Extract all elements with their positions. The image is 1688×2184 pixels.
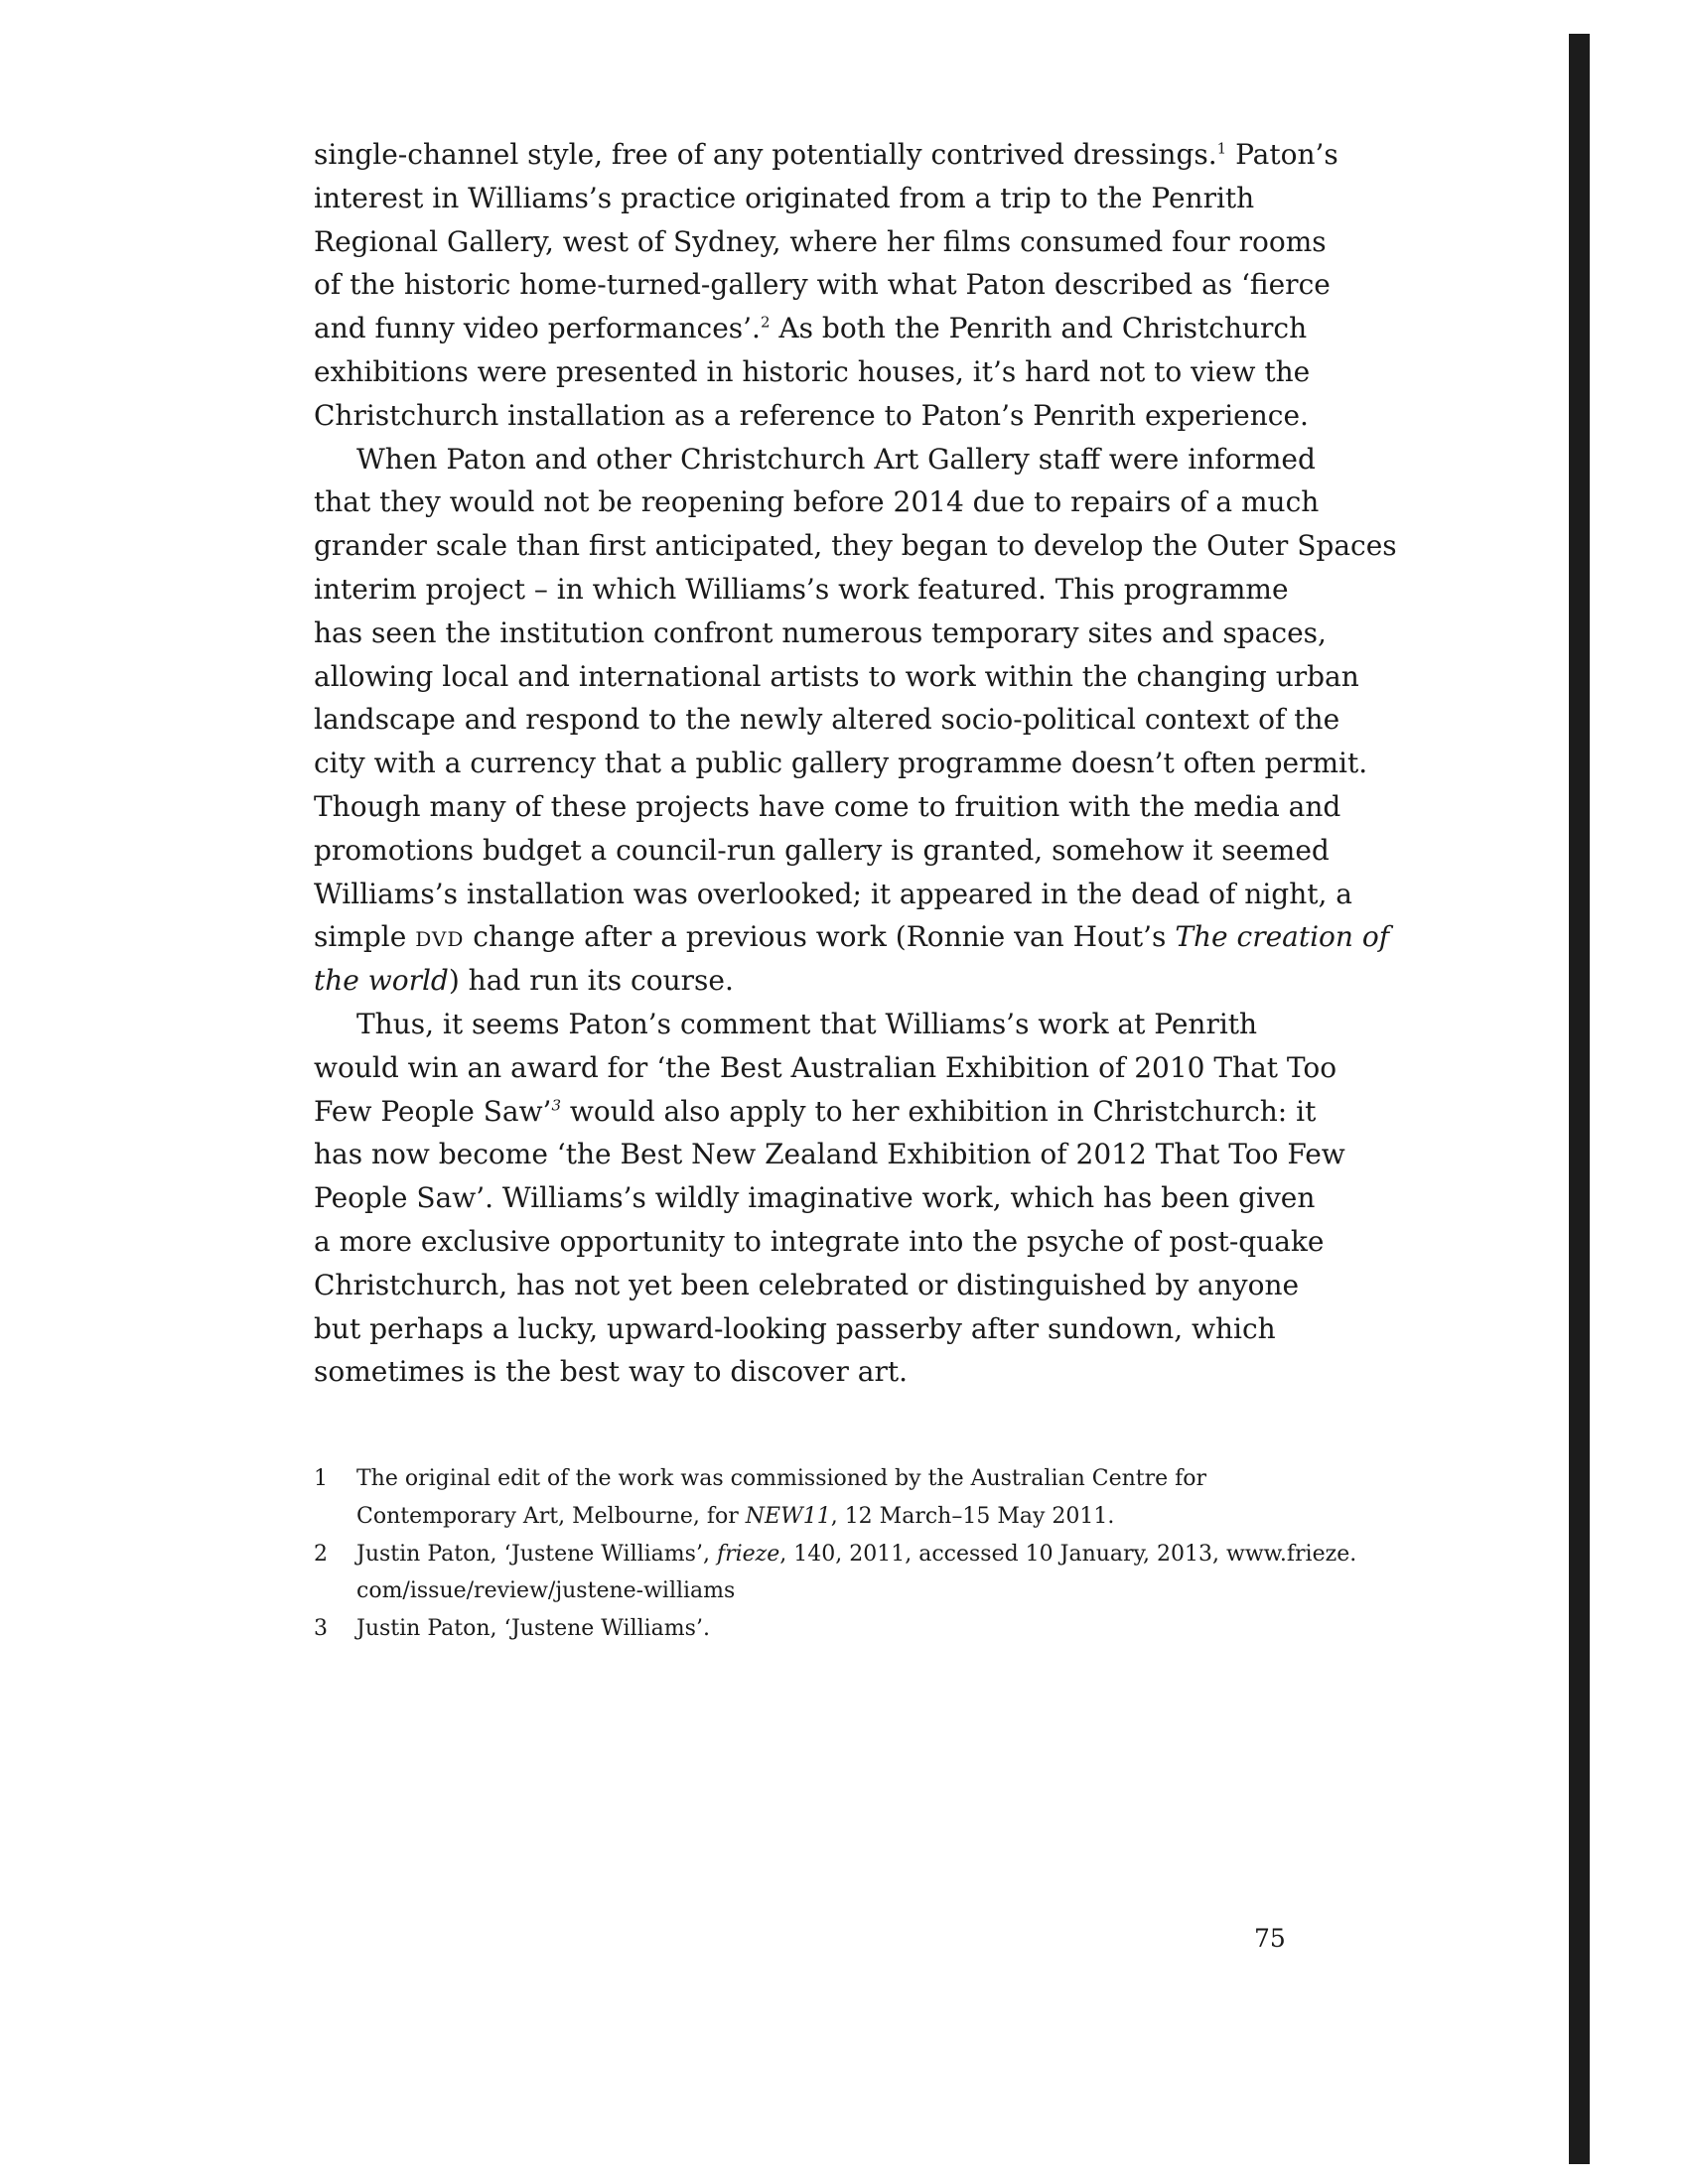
text-run: Paton’s [1226, 138, 1338, 171]
text-line [314, 1090, 1336, 1134]
text-line: of the historic home-turned-gallery with what Paton described as ‘fierce [314, 268, 1331, 302]
small-caps-run: dvd [415, 920, 465, 954]
paragraph-3 [314, 1003, 1345, 1394]
text-line: landscape and respond to the newly altered socio-political context of the [314, 703, 1340, 737]
footnote-line: com/issue/review/justene-williams [356, 1578, 736, 1604]
text-run: Contemporary Art, Melbourne, for [356, 1503, 746, 1529]
text-line: People Saw’. Williams’s wildly imaginative work, which has been given [314, 1181, 1316, 1215]
text-run: would also apply to her exhibition in Christchurch: it [560, 1094, 1317, 1128]
text-line: would win an award for ‘the Best Australian Exhibition of 2010 That Too [314, 1050, 1337, 1084]
text-line: When Paton and other Christchurch Art Gallery staff were informed [356, 442, 1316, 476]
text-run: As both the Penrith and Christchurch [770, 312, 1308, 345]
text-line: that they would not be reopening before 2014 due to repairs of a much [314, 485, 1320, 519]
text-run: ) had run its course. [448, 964, 734, 998]
footnote-number: 3 [314, 1616, 328, 1642]
text-line [314, 133, 1336, 177]
text-line: exhibitions were presented in historic houses, it’s hard not to view the [314, 354, 1311, 388]
text-line: has seen the institution confront numerous temporary sites and spaces, [314, 615, 1327, 649]
text-run: , 12 March–15 May 2011. [830, 1503, 1115, 1529]
text-line: promotions budget a council-run gallery is granted, somehow it seemed [314, 833, 1330, 867]
page-edge-bar [1569, 34, 1590, 2164]
text-line: has now become ‘the Best New Zealand Exhibition of 2012 That Too Few [314, 1138, 1345, 1171]
text-line: a more exclusive opportunity to integrate into the psyche of post-quake [314, 1224, 1325, 1258]
footnote-ref-1: 1 [1216, 139, 1227, 158]
text-line: Thus, it seems Paton’s comment that Williams’s work at Penrith [356, 1007, 1258, 1040]
text-line: city with a currency that a public gallery programme doesn’t often permit. [314, 747, 1368, 780]
text-run: Justin Paton, ‘Justene Williams’, [356, 1541, 717, 1567]
text-line: Christchurch, has not yet been celebrated or distinguished by anyone [314, 1268, 1300, 1301]
body-text [314, 133, 1397, 1394]
footnote-ref-3: 3 [551, 1096, 561, 1115]
text-line: Though many of these projects have come to fruition with the media and [314, 789, 1341, 823]
text-line: interest in Williams’s practice originated from a trip to the Penrith [314, 181, 1255, 214]
text-run: , 140, 2011, accessed 10 January, 2013, www.frieze. [779, 1541, 1357, 1567]
text-run: single-channel style, free of any potentially contrived dressings. [314, 138, 1217, 171]
text-line [314, 915, 1390, 959]
footnotes [314, 1460, 1357, 1648]
text-line [314, 959, 1336, 1003]
italic-title-run: the world [314, 964, 449, 998]
text-line: Regional Gallery, west of Sydney, where her films consumed four rooms [314, 224, 1327, 258]
text-line: but perhaps a lucky, upward-looking passerby after sundown, which [314, 1311, 1276, 1345]
italic-title-run: The creation of [1175, 920, 1390, 954]
footnote-3 [314, 1610, 1346, 1648]
text-run: simple [314, 920, 416, 954]
footnote-line: The original edit of the work was commissioned by the Australian Centre for [356, 1466, 1207, 1491]
text-run: and funny video performances’. [314, 312, 761, 345]
italic-title-run: frieze [716, 1541, 780, 1567]
footnote-ref-2: 2 [760, 313, 771, 332]
footnote-line [356, 1536, 1357, 1573]
text-line: sometimes is the best way to discover art. [314, 1355, 909, 1389]
text-run: Few People Saw’ [314, 1094, 552, 1128]
text-line: allowing local and international artists to work within the changing urban [314, 659, 1359, 693]
italic-title-run: NEW11 [745, 1503, 831, 1529]
paragraph-1 [314, 133, 1336, 438]
text-line: Christchurch installation as a reference to Paton’s Penrith experience. [314, 398, 1309, 432]
footnote-1 [314, 1460, 1346, 1536]
text-line: Williams’s installation was overlooked; it appeared in the dead of night, a [314, 877, 1352, 910]
text-line: grander scale than first anticipated, they began to develop the Outer Spaces [314, 529, 1397, 563]
text-line [314, 307, 1336, 350]
footnote-number: 2 [314, 1541, 328, 1567]
page-number: 75 [1254, 1924, 1286, 1953]
footnote-line [356, 1498, 1346, 1536]
footnote-number: 1 [314, 1466, 328, 1491]
footnote-line: Justin Paton, ‘Justene Williams’. [356, 1616, 710, 1642]
text-run: change after a previous work (Ronnie van Hout’s [464, 920, 1176, 954]
footnote-2 [314, 1536, 1357, 1611]
text-line: interim project – in which Williams’s work featured. This programme [314, 572, 1289, 606]
paragraph-2 [314, 438, 1397, 1003]
